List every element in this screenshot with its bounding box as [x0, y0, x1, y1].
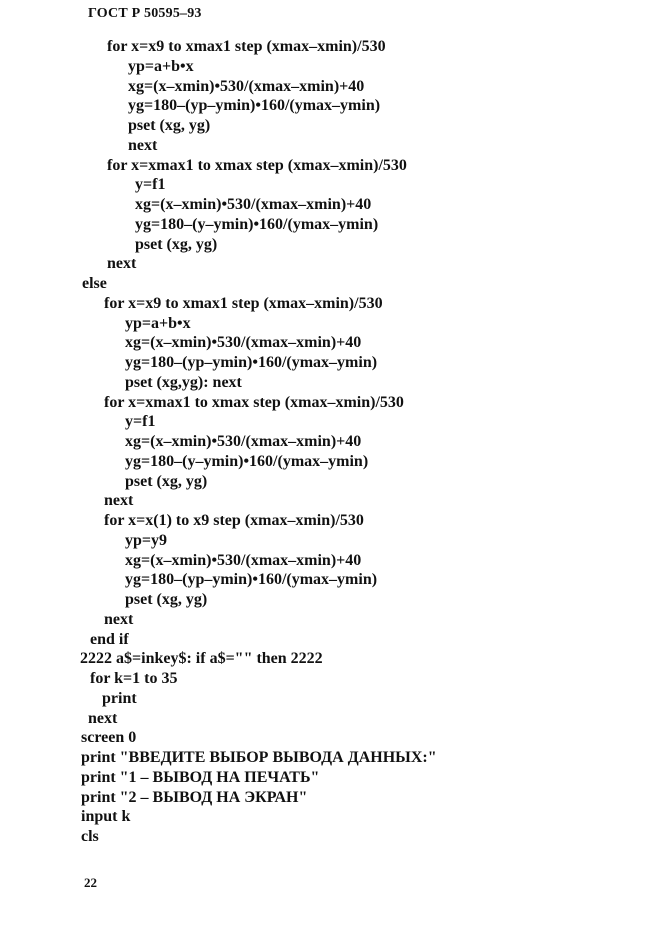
code-line: yg=180–(y–ymin)•160/(ymax–ymin) [135, 215, 379, 233]
code-line: for x=x9 to xmax1 step (xmax–xmin)/530 [107, 38, 386, 55]
code-line: print [102, 689, 137, 707]
code-line: for x=x9 to xmax1 step (xmax–xmin)/530 [104, 294, 383, 312]
code-line: 2222 a$=inkey$: if a$="" then 2222 [80, 650, 323, 668]
code-line: next [104, 492, 134, 510]
code-line: xg=(x–xmin)•530/(xmax–xmin)+40 [128, 77, 365, 95]
code-line: for x=xmax1 to xmax step (xmax–xmin)/530 [104, 393, 404, 411]
code-line: for x=xmax1 to xmax step (xmax–xmin)/530 [107, 156, 407, 174]
code-line: yg=180–(yp–ymin)•160/(ymax–ymin) [125, 571, 378, 589]
code-line: yg=180–(y–ymin)•160/(ymax–ymin) [125, 452, 369, 470]
code-line: else [82, 275, 107, 292]
code-line: pset (xg, yg) [125, 591, 208, 608]
code-line: screen 0 [81, 729, 137, 747]
code-line: for k=1 to 35 [90, 670, 178, 687]
code-line: pset (xg, yg) [135, 235, 218, 253]
code-line: print "2 – ВЫВОД НА ЭКРАН" [81, 788, 308, 806]
code-line: yp=y9 [125, 531, 168, 549]
code-line: next [128, 136, 158, 154]
code-line: pset (xg, yg) [125, 472, 208, 490]
code-line: yp=a+b•x [128, 57, 194, 75]
page-number: 22 [84, 875, 97, 890]
code-line: y=f1 [135, 176, 166, 194]
code-line: pset (xg, yg) [128, 117, 211, 134]
code-line: end if [90, 630, 129, 648]
code-line: yp=a+b•x [125, 314, 191, 332]
code-line: yg=180–(yp–ymin)•160/(ymax–ymin) [125, 354, 378, 371]
code-listing [0, 37, 661, 847]
code-line: print "1 – ВЫВОД НА ПЕЧАТЬ" [81, 768, 320, 786]
code-line: y=f1 [125, 413, 156, 431]
code-line: next [104, 610, 134, 628]
page-header: ГОСТ Р 50595–93 [88, 6, 202, 21]
code-line: pset (xg,yg): next [125, 373, 242, 391]
code-line: for x=x(1) to x9 step (xmax–xmin)/530 [104, 512, 364, 529]
code-line: print "ВВЕДИТЕ ВЫБОР ВЫВОДА ДАННЫХ:" [81, 749, 437, 766]
code-line: yg=180–(yp–ymin)•160/(ymax–ymin) [128, 97, 381, 115]
code-line: next [107, 255, 137, 273]
code-line: cls [81, 828, 99, 845]
code-line: input k [81, 808, 131, 826]
code-line: next [88, 709, 118, 727]
code-line: xg=(x–xmin)•530/(xmax–xmin)+40 [135, 196, 372, 213]
code-line: xg=(x–xmin)•530/(xmax–xmin)+40 [125, 551, 362, 569]
code-line: xg=(x–xmin)•530/(xmax–xmin)+40 [125, 334, 362, 352]
code-line: xg=(x–xmin)•530/(xmax–xmin)+40 [125, 433, 362, 450]
